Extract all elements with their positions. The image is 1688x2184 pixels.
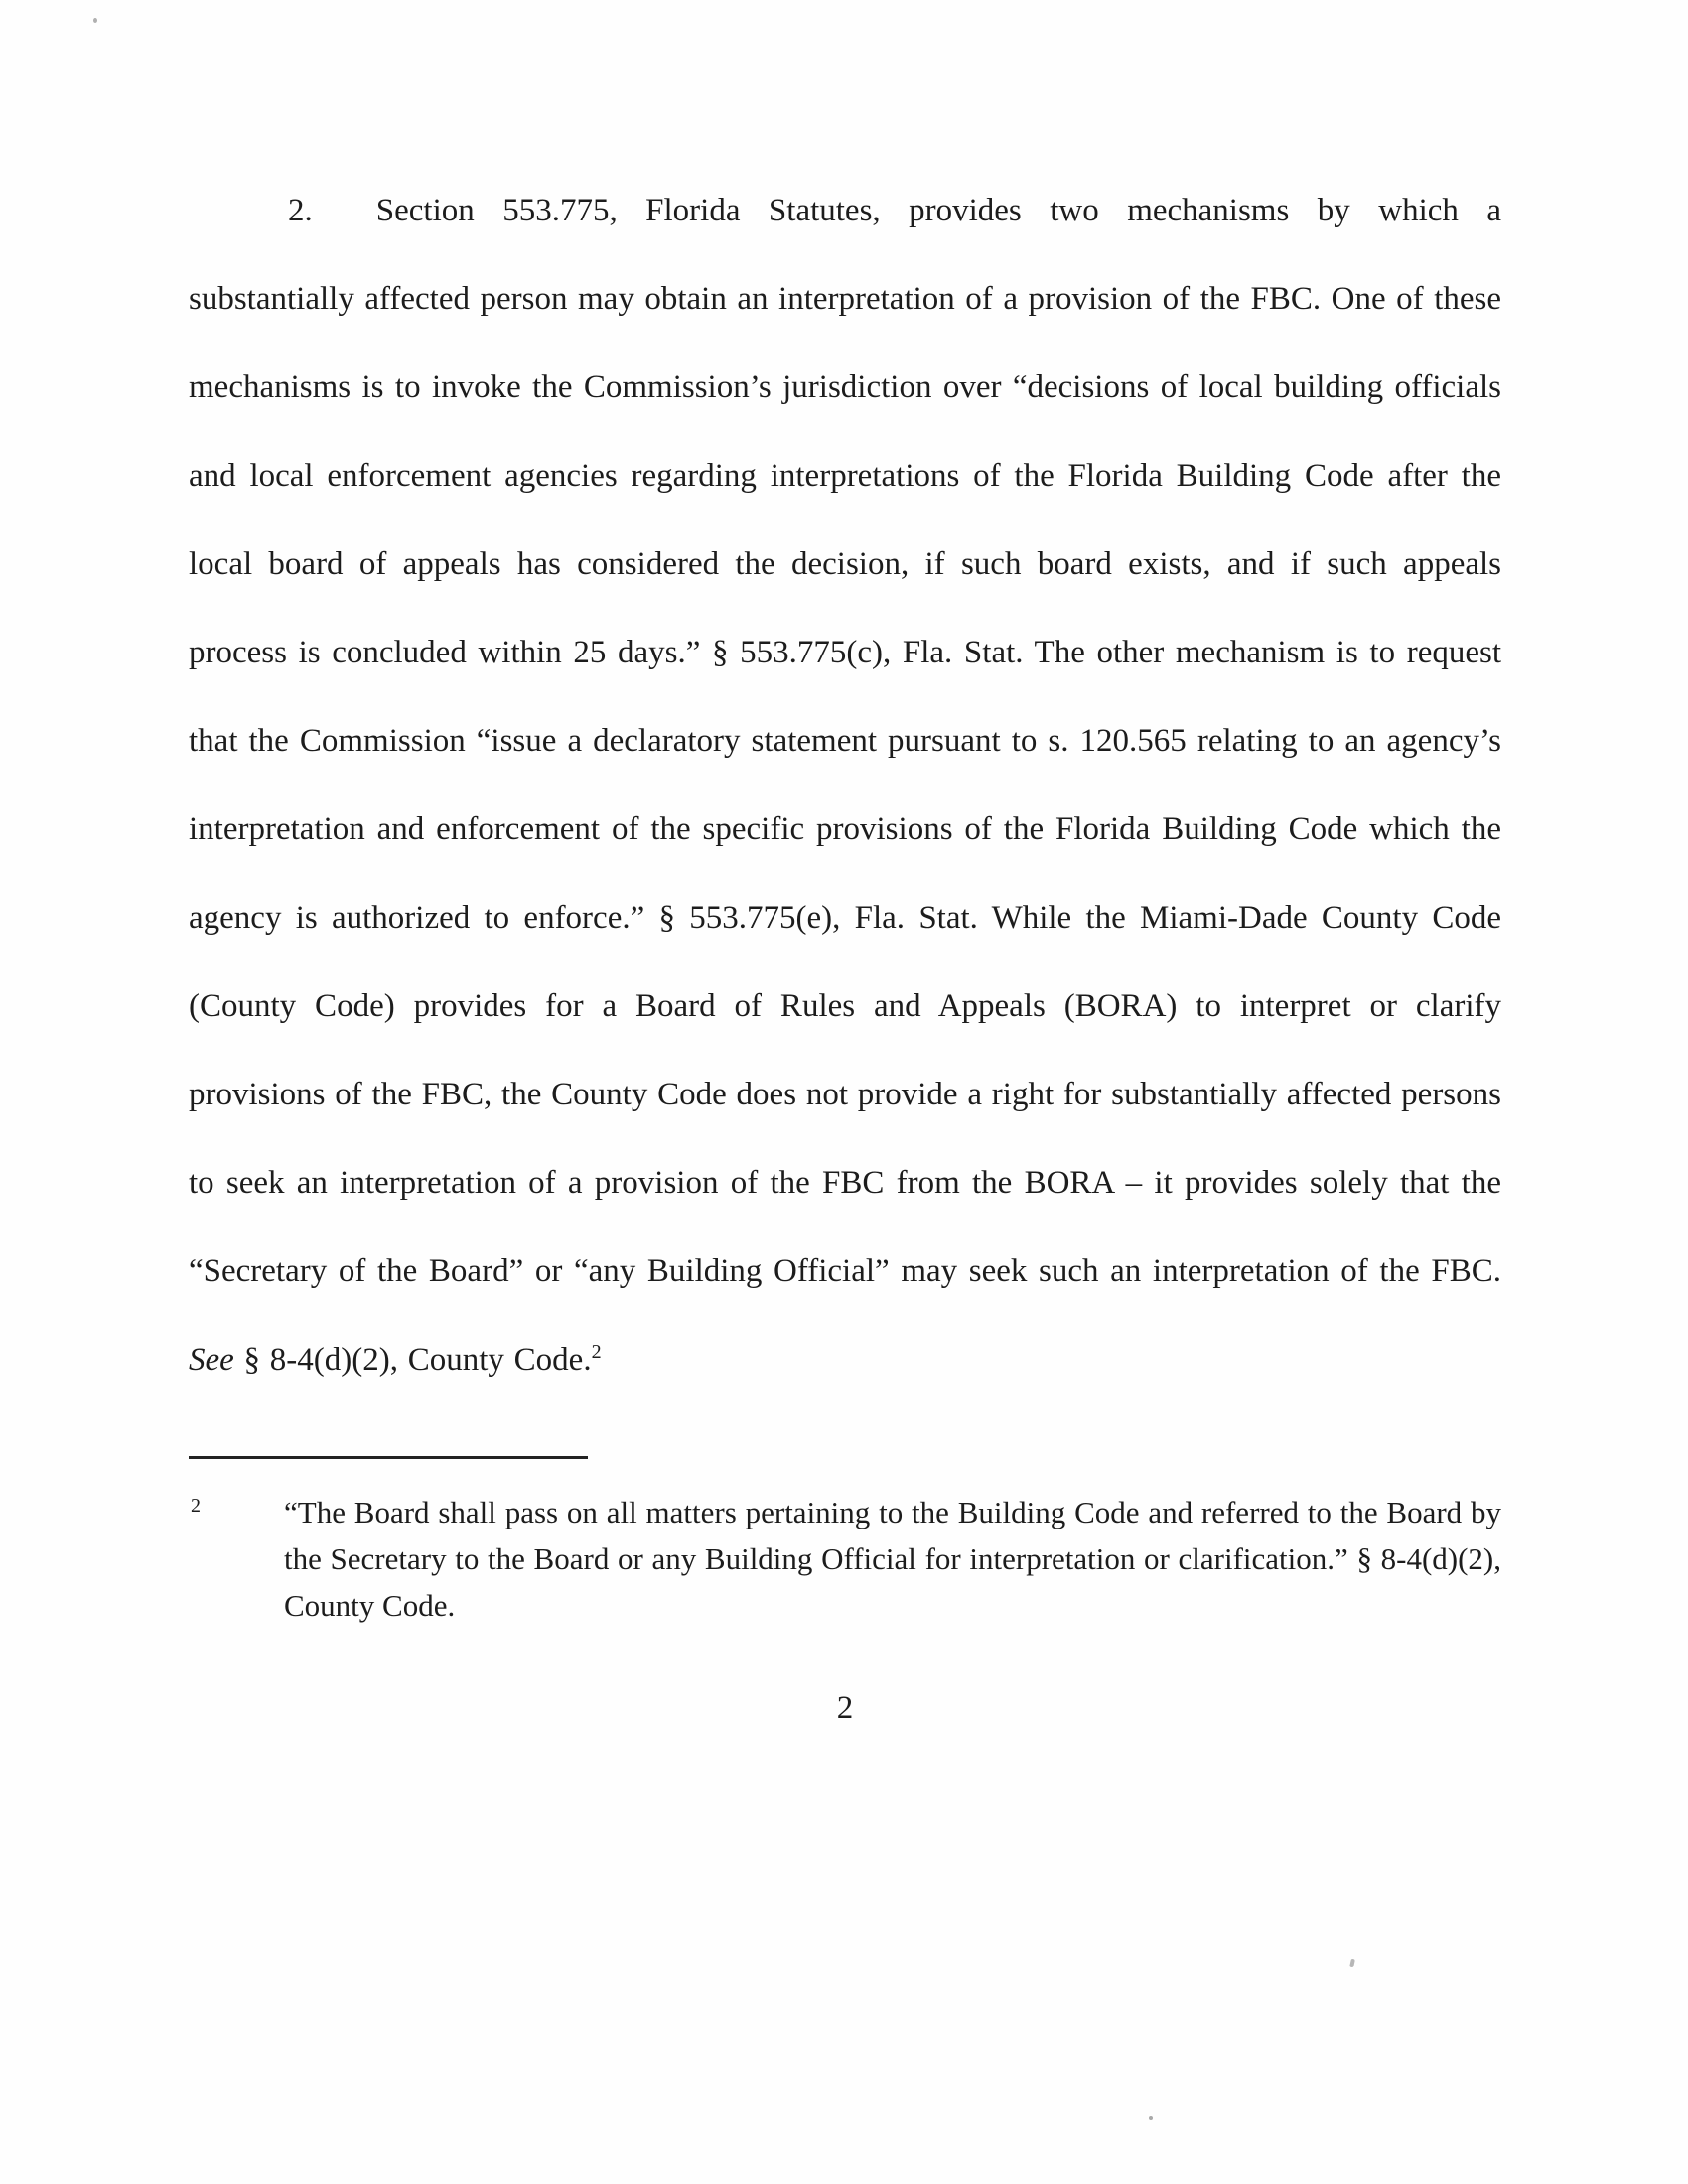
footnote-area	[189, 1456, 1501, 1629]
scan-artifact	[1349, 1959, 1355, 1968]
paragraph-text-after-citation: § 8-4(d)(2), County Code.	[233, 1342, 592, 1378]
footnote-marker: 2	[191, 1495, 201, 1517]
paragraph-text: Section 553.775, Florida Statutes, provides two mechanisms by which a substantially affected person may obtain an interpretation of a provision of the FBC. One of these mechanisms is to invoke the Commission’s jurisdiction over “decisions of local building officials and local enforcement agencies regarding interpretations of the Florida Building Code after the local board of appeals has considered the decision, if such board exists, and if such appeals process is concluded within 25 days.” § 553.775(c), Fla. Stat. The other mechanism is to request that the Commission “issue a declaratory statement pursuant to s. 120.565 relating to an agency’s interpretation and enforcement of the specific provisions of the Florida Building Code which the agency is authorized to enforce.” § 553.775(e), Fla. Stat. While the Miami-Dade County Code (County Code) provides for a Board of Rules and Appeals (BORA) to interpret or clarify provisions of the FBC, the County Code does not provide a right for substantially affected persons to seek an interpretation of a provision of the FBC from the BORA – it provides solely that the “Secretary of the Board” or “any Building Official” may seek such an interpretation of the FBC.	[189, 193, 1501, 1289]
footnote	[189, 1489, 1501, 1629]
body-paragraph	[189, 167, 1501, 1404]
scan-artifact	[93, 18, 97, 23]
paragraph-number: 2.	[288, 193, 313, 228]
footnote-reference: 2	[591, 1341, 602, 1363]
footnote-separator-line	[189, 1456, 588, 1459]
page-content	[189, 167, 1501, 1727]
see-citation: See	[189, 1342, 234, 1378]
scan-artifact	[1149, 2116, 1153, 2120]
footnote-text: “The Board shall pass on all matters pertaining to the Building Code and referred to the Board by the Secretary to the Board or any Building Official for interpretation or clarification.” § 8-4(d)(2), County Code.	[284, 1495, 1501, 1623]
page-number: 2	[836, 1690, 854, 1726]
